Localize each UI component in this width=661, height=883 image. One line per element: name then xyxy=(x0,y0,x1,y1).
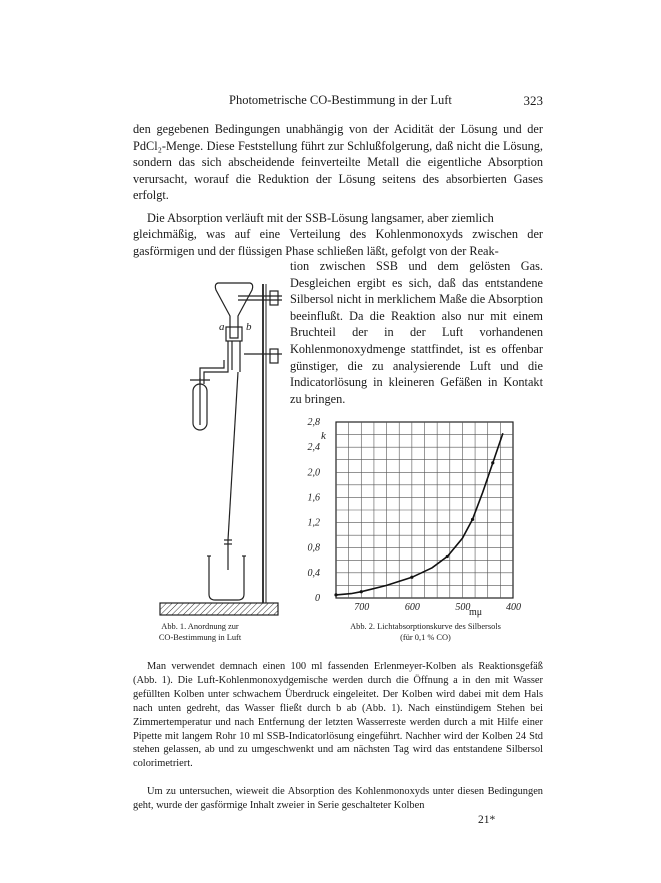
absorption-curve xyxy=(336,433,503,595)
y-axis-label: k xyxy=(321,430,326,442)
y-tick-label: 2,0 xyxy=(307,467,320,479)
data-point xyxy=(410,576,413,579)
paragraph-2-continued: gleichmäßig, was auf eine Verteilung des Kohlenmonoxyds zwischen der gasförmigen und der flüssigen Phase schließen läßt, gefolgt von der Reak- xyxy=(133,227,543,258)
header-title: Photometrische CO-Bestimmung in der Luft xyxy=(229,93,452,107)
y-tick-label: 0,8 xyxy=(307,542,320,554)
figure-1-caption-line-2: CO-Bestimmung in Luft xyxy=(158,633,242,642)
data-point xyxy=(491,461,494,464)
y-tick-label: 1,6 xyxy=(307,492,320,504)
chart-grid xyxy=(336,422,513,598)
label-b: b xyxy=(246,321,252,333)
x-tick-label: 700 xyxy=(354,602,370,613)
data-point xyxy=(360,590,363,593)
y-tick-label: 2,4 xyxy=(307,442,320,454)
x-tick-label: 400 xyxy=(506,602,521,613)
paragraph-3-wrapped: tion zwischen SSB und dem gelösten Gas. Desgleichen ergibt es sich, daß das entstandene Silbersol nicht in merklichem Maße die Absorption beeinflußt. Da die Reaktion also nur mit einem Bruchteil der in der Luft vorhandenen Kohlenmonoxydmenge stattfindet, ist es offenbar günstiger, die zu analysierende Luft und die Indicatorlösung in kleineren Gefäßen in Kontakt zu bringen. xyxy=(290,259,543,406)
figure-2-caption-line-2: (für 0,1 % CO) xyxy=(400,633,451,642)
paragraph-4: Man verwendet demnach einen 100 ml fassenden Erlenmeyer-Kolben als Reaktionsgefäß (Abb. 1). Die Luft-Kohlenmonoxydgemische werden durch die Öffnung a in den mit Wasser gefüllten Kolben unter schwachem Überdruck eingeleitet. Der Kolben wird dabei mit dem Hals nach unten gedreht, das Wasser fließt durch b ab (Abb. 1). Nach einstündigem Stehen bei Zimmertemperatur und nach Entfernung der letzten Wasserreste werden durch a mit Hilfe einer Pipette mit langem Rohr 10 ml SSB-Indicatorlösung eingeführt. Nachher wird der Kolben 24 Std stehen gelassen, ab und zu umgeschwenkt und am nächsten Tag wird das entstandene Silbersol colorimetriert. xyxy=(133,661,543,770)
y-tick-label: 2,8 xyxy=(307,417,320,428)
page-number: 323 xyxy=(523,93,543,108)
paragraph-5: Um zu untersuchen, wieweit die Absorption des Kohlenmonoxyds unter diesen Bedingungen geht, wurde der gasförmige Inhalt zweier in Serie geschalteter Kolben xyxy=(133,786,543,811)
signature-mark: 21* xyxy=(478,814,496,826)
paragraph-2-line-1: Die Absorption verläuft mit der SSB-Lösung langsamer, aber ziemlich xyxy=(147,211,494,225)
inverted-flask xyxy=(215,283,252,338)
y-tick-label: 0 xyxy=(315,593,320,604)
chart-tick-labels xyxy=(308,417,522,613)
data-point xyxy=(334,593,337,596)
figure-2-caption xyxy=(318,621,533,643)
x-tick-label: 600 xyxy=(404,602,420,613)
x-tick-label: 500 xyxy=(455,602,471,613)
figure-2-caption-line-1: Abb. 2. Lichtabsorptionskurve des Silbersols xyxy=(350,622,501,631)
beaker xyxy=(209,556,244,600)
y-tick-label: 1,2 xyxy=(307,517,320,529)
data-point xyxy=(446,555,449,558)
y-tick-label: 0,4 xyxy=(307,567,320,579)
label-a: a xyxy=(219,321,225,333)
paragraph-1: den gegebenen Bedingungen unabhängig von der Acidität der Lösung und der PdCl₂-Menge. Diese Feststellung führt zur Schlußfolgerung, daß nicht die Lösung, sondern das sich abscheidende feinverteilte Metall die eigentliche Absorption verursacht, worauf die Reduktion der Lösung seitens des absorbierten Gases erfolgt. xyxy=(133,122,543,203)
figure-1-caption-line-1: Abb. 1. Anordnung zur xyxy=(161,622,239,631)
long-pipe xyxy=(228,372,238,540)
bubbler-tube xyxy=(193,384,207,430)
chart-points xyxy=(334,461,494,596)
chart-frame xyxy=(336,422,513,598)
figure-1-caption xyxy=(150,621,250,643)
x-axis-unit: mμ xyxy=(469,607,483,618)
data-point xyxy=(471,518,474,521)
stand-base xyxy=(160,603,278,615)
